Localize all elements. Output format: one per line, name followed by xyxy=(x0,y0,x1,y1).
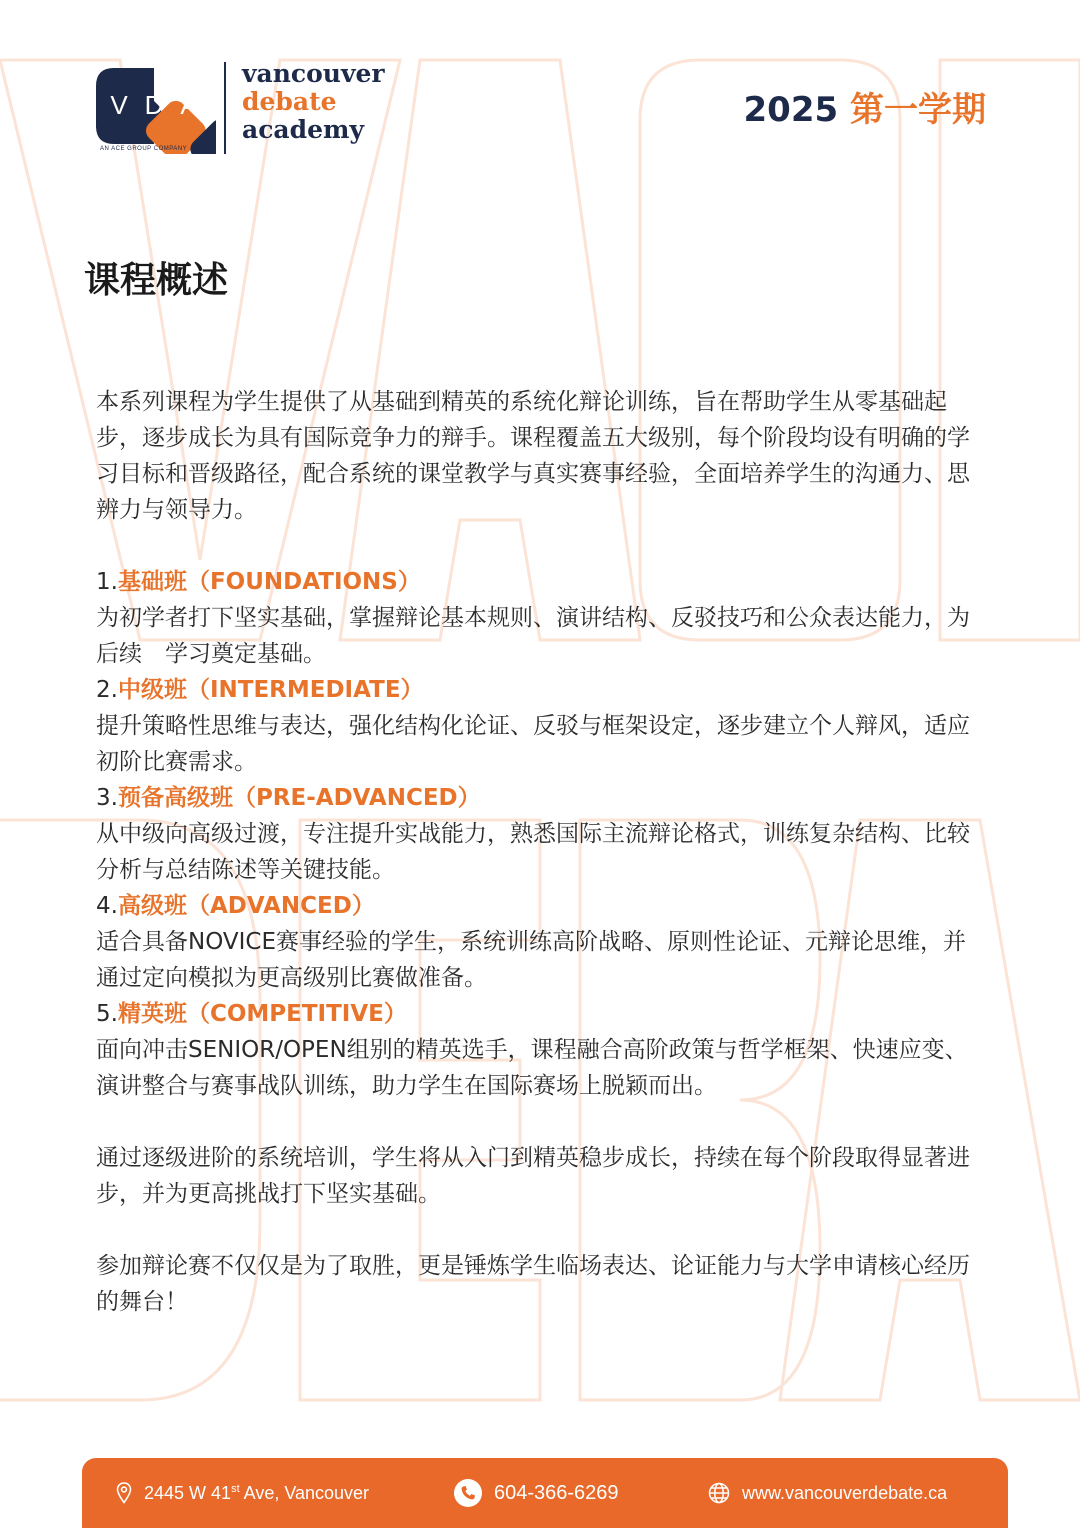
level-1-name: 基础班（FOUNDATIONS） xyxy=(117,569,421,595)
logo-letter-a: A xyxy=(180,90,198,120)
level-5-heading xyxy=(96,996,988,1032)
footer-website[interactable] xyxy=(708,1478,947,1508)
closing-paragraph-1: 通过逐级进阶的系统培训，学生将从入门到精英稳步成长，持续在每个阶段取得显著进步，并为更高挑战打下坚实基础。 xyxy=(96,1145,970,1207)
course-overview xyxy=(96,384,988,1320)
logo-subtitle: AN ACE GROUP COMPANY xyxy=(100,146,188,152)
level-5-number: 5. xyxy=(96,1001,118,1027)
logo-wordmark xyxy=(242,60,385,144)
level-2-name: 中级班（INTERMEDIATE） xyxy=(117,677,424,703)
vda-logo-mark xyxy=(92,58,216,154)
location-pin-icon xyxy=(116,1482,132,1504)
logo-line-vancouver: vancouver xyxy=(242,59,385,88)
logo-divider xyxy=(224,62,226,154)
level-1-number: 1. xyxy=(96,569,118,595)
level-3-name: 预备高级班（PRE-ADVANCED） xyxy=(117,785,481,811)
logo-line-academy: academy xyxy=(242,115,364,144)
level-5-name: 精英班（COMPETITIVE） xyxy=(117,1001,407,1027)
level-4-description: 适合具备NOVICE赛事经验的学生，系统训练高阶战略、原则性论证、元辩论思维，并通过定向模拟为更高级别比赛做准备。 xyxy=(96,929,967,991)
contact-footer xyxy=(82,1458,1008,1528)
phone-text: 604-366-6269 xyxy=(494,1481,619,1504)
level-3-heading xyxy=(96,780,988,816)
website-link[interactable]: www.vancouverdebate.ca xyxy=(742,1482,948,1503)
logo-letter-v: V xyxy=(110,90,128,120)
level-2-heading xyxy=(96,672,988,708)
level-4-number: 4. xyxy=(96,893,118,919)
level-3-number: 3. xyxy=(96,785,118,811)
address-text: 2445 W 41st Ave, Vancouver xyxy=(144,1482,370,1503)
globe-icon xyxy=(708,1482,730,1504)
term-year: 2025 xyxy=(743,90,839,130)
closing-paragraph-2: 参加辩论赛不仅仅是为了取胜，更是锤炼学生临场表达、论证能力与大学申请核心经历的舞台！ xyxy=(96,1253,970,1315)
phone-icon xyxy=(454,1479,482,1507)
footer-address xyxy=(116,1478,369,1508)
logo-line-debate: debate xyxy=(242,87,337,116)
level-4-heading xyxy=(96,888,988,924)
section-title: 课程概述 xyxy=(84,260,229,301)
level-2-number: 2. xyxy=(96,677,118,703)
level-1-heading xyxy=(96,564,988,600)
level-3-description: 从中级向高级过渡，专注提升实战能力，熟悉国际主流辩论格式，训练复杂结构、比较分析与总结陈述等关键技能。 xyxy=(96,821,970,883)
level-1-description: 为初学者打下坚实基础，掌握辩论基本规则、演讲结构、反驳技巧和公众表达能力，为后续 学习奠定基础。 xyxy=(96,605,970,667)
intro-paragraph: 本系列课程为学生提供了从基础到精英的系统化辩论训练，旨在帮助学生从零基础起步，逐步成长为具有国际竞争力的辩手。课程覆盖五大级别，每个阶段均设有明确的学习目标和晋级路径，配合系统的课堂教学与真实赛事经验，全面培养学生的沟通力、思辨力与领导力。 xyxy=(96,389,970,523)
term-label xyxy=(744,82,986,131)
term-semester: 第一学期 xyxy=(850,90,986,130)
footer-phone[interactable] xyxy=(454,1478,619,1508)
level-2-description: 提升策略性思维与表达，强化结构化论证、反驳与框架设定，逐步建立个人辩风，适应初阶比赛需求。 xyxy=(96,713,970,775)
level-5-description: 面向冲击SENIOR/OPEN组别的精英选手，课程融合高阶政策与哲学框架、快速应变、演讲整合与赛事战队训练，助力学生在国际赛场上脱颖而出。 xyxy=(96,1037,968,1099)
logo-letter-d: D xyxy=(144,90,164,120)
level-4-name: 高级班（ADVANCED） xyxy=(117,893,375,919)
vda-logo xyxy=(92,58,385,158)
